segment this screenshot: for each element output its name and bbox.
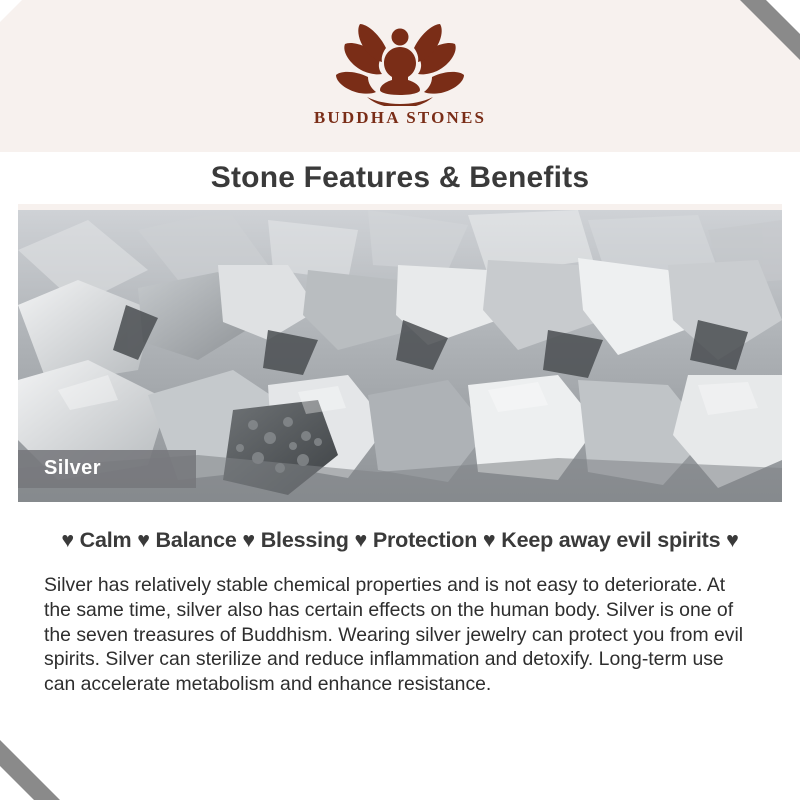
page-title: Stone Features & Benefits: [210, 161, 590, 194]
benefits-line: ♥ Calm ♥ Balance ♥ Blessing ♥ Protection ♥ Keep away evil spirits ♥: [61, 528, 739, 552]
content-panel: [18, 502, 782, 764]
brand-name: BUDDHA STONES: [313, 108, 487, 127]
brand-header: [0, 0, 800, 148]
right-margin-panel: [782, 196, 800, 754]
corner-decoration-bottom-right: [778, 778, 800, 800]
corner-decoration-top-right-inner: [766, 0, 800, 34]
left-margin-panel: [0, 196, 18, 754]
corner-decoration-bottom-left-inner: [0, 766, 34, 800]
corner-decoration-top-left: [0, 0, 22, 22]
title-band: [0, 152, 800, 204]
stone-name-label: Silver: [18, 450, 196, 488]
hero-image: [18, 210, 782, 502]
description-text: Silver has relatively stable chemical properties and is not easy to deteriorate. At the same time, silver also has certain effects on the human body. Silver is one of the seven treasures of Buddhism. Wearing silver jewelry can protect you from evil spirits. Silver can sterilize and reduce inflammation and detoxify. Long-term use can accelerate metabolism and enhance resistance.: [44, 574, 744, 696]
lotus-meditation-figure-icon: [325, 20, 475, 106]
